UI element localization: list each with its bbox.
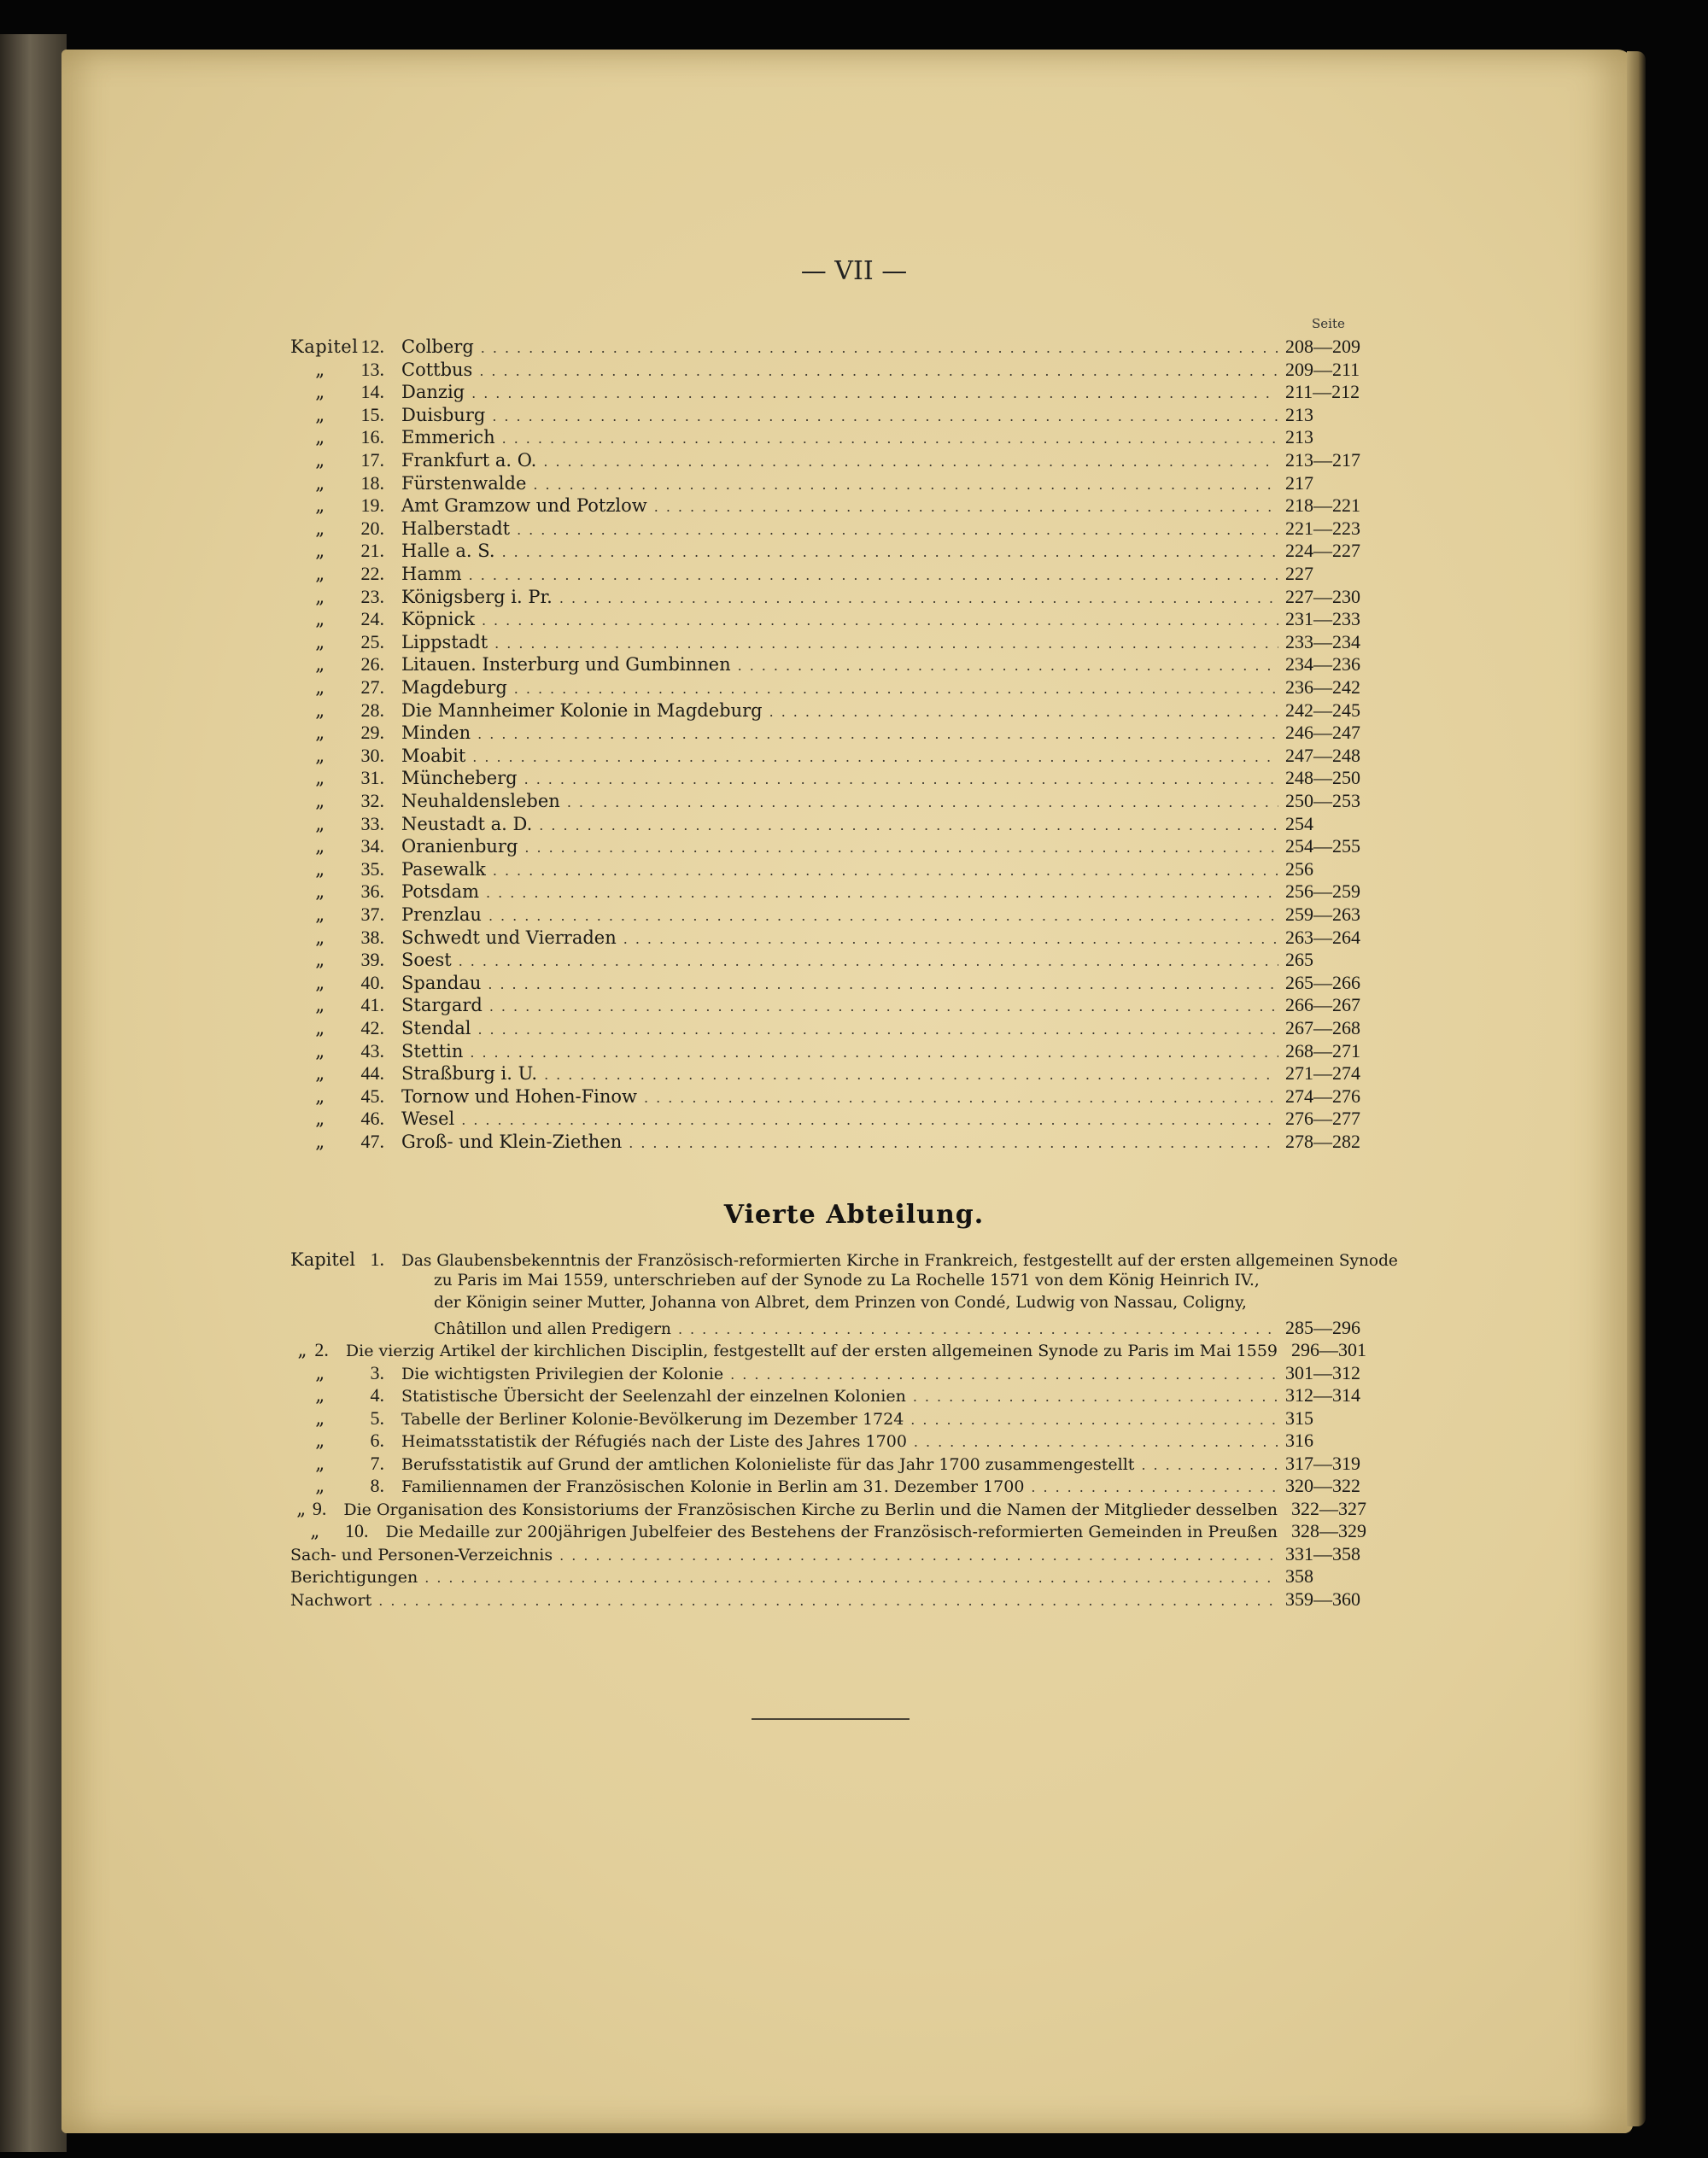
chapter-label: „ <box>315 972 325 993</box>
chapter-title: Die wichtigsten Privilegien der Kolonie <box>401 1364 724 1383</box>
chapter-title: Emmerich <box>401 427 495 448</box>
closing-rule <box>752 1718 910 1720</box>
chapter-label: „ <box>315 722 325 744</box>
chapter-title: Neuhaldensleben <box>401 791 560 811</box>
toc-entry <box>290 858 1366 880</box>
chapter-label: „ <box>315 881 325 903</box>
part4-heading: Vierte Abteilung. <box>723 1200 985 1230</box>
page-range: 221—223 <box>1285 517 1360 539</box>
dot-leader <box>644 1090 1278 1106</box>
chapter-title-line: Das Glaubensbekenntnis der Französisch-reformierten Kirche in Frankreich, festgestellt auf der ersten allgemeinen Synode <box>401 1252 1398 1270</box>
toc-backmatter-entry <box>290 1588 1366 1611</box>
toc-entry <box>290 835 1366 857</box>
dot-leader <box>517 522 1278 538</box>
toc-entry-multiline <box>290 1249 1398 1271</box>
chapter-label: „ <box>315 359 325 380</box>
chapter-title: Köpnick <box>401 609 475 630</box>
page-range: 209—211 <box>1285 358 1360 380</box>
chapter-label: „ <box>315 768 325 789</box>
toc-entry <box>290 608 1366 630</box>
chapter-title: Berufsstatistik auf Grund der amtlichen Kolonieliste für das Jahr 1700 zusammengestellt <box>401 1454 1135 1474</box>
chapter-label: „ <box>315 1018 325 1038</box>
dot-leader <box>479 363 1278 379</box>
chapter-number: 14. <box>360 381 384 403</box>
page-range: 213 <box>1285 403 1313 425</box>
dot-leader <box>502 430 1278 447</box>
chapter-number: 7. <box>370 1452 384 1474</box>
toc-entry <box>290 1520 1366 1542</box>
chapter-label: „ <box>315 1040 325 1061</box>
page-range: 247—248 <box>1285 744 1360 766</box>
chapter-number: 20. <box>360 517 384 539</box>
chapter-label: „ <box>315 586 325 607</box>
chapter-title: Stettin <box>401 1040 464 1061</box>
page-range: 208—209 <box>1285 336 1360 357</box>
chapter-label: „ <box>297 1340 307 1360</box>
page-range: 278—282 <box>1285 1131 1360 1152</box>
dot-leader <box>524 771 1278 787</box>
chapter-label: „ <box>315 654 325 675</box>
chapter-title: Die vierzig Artikel der kirchlichen Disciplin, festgestellt auf der ersten allgemeinen Synode zu Paris im Mai 1559 <box>345 1342 1278 1360</box>
chapter-title: Neustadt a. D. <box>401 813 533 834</box>
toc-entry <box>290 767 1366 789</box>
page-range: 312—314 <box>1285 1384 1360 1406</box>
page-range: 233—234 <box>1285 630 1360 652</box>
chapter-label: Kapitel <box>290 336 359 357</box>
dot-leader <box>486 885 1278 901</box>
dot-leader <box>533 477 1278 493</box>
toc-entry <box>290 1131 1366 1153</box>
chapter-title: Straßburg i. U. <box>401 1063 538 1085</box>
chapter-title: Amt Gramzow und Potzlow <box>401 495 647 517</box>
toc-entry <box>290 472 1366 494</box>
page-range: 316 <box>1285 1430 1313 1451</box>
chapter-label: „ <box>315 813 325 834</box>
chapter-title: Stargard <box>401 995 483 1016</box>
chapter-number: 33. <box>360 812 384 834</box>
toc-entry <box>290 813 1366 835</box>
dot-leader <box>477 1021 1278 1038</box>
toc-entry <box>290 494 1366 517</box>
toc-entry <box>290 1475 1366 1497</box>
dot-leader <box>543 453 1278 470</box>
chapter-number: 27. <box>360 676 384 698</box>
toc-entry <box>290 1085 1366 1108</box>
page-range: 322—327 <box>1291 1497 1366 1519</box>
toc-entry <box>290 653 1366 675</box>
toc-entry <box>290 949 1366 971</box>
dot-leader <box>654 499 1278 515</box>
dot-leader <box>493 863 1278 879</box>
chapter-number: 21. <box>360 540 384 562</box>
toc-entry <box>290 1017 1366 1039</box>
page-range: 266—267 <box>1285 994 1360 1016</box>
toc-entry <box>290 1453 1366 1475</box>
dot-leader <box>477 726 1278 742</box>
toc-entry <box>290 586 1366 608</box>
page-range: 301—312 <box>1285 1361 1360 1383</box>
page-number: — VII — <box>800 256 908 286</box>
chapter-title-line: der Königin seiner Mutter, Johanna von Albret, dem Prinzen von Condé, Ludwig von Nassau, Coligny, <box>434 1294 1247 1312</box>
chapter-number: 39. <box>360 949 384 971</box>
chapter-title: Potsdam <box>401 881 480 903</box>
dot-leader <box>482 612 1278 629</box>
chapter-label: „ <box>315 1430 325 1451</box>
page-range: 227 <box>1285 563 1313 584</box>
toc-entry <box>290 1384 1366 1407</box>
page-range: 259—263 <box>1285 904 1360 925</box>
page-range: 265—266 <box>1285 971 1360 993</box>
chapter-number: 17. <box>360 449 384 471</box>
page-range: 213 <box>1285 426 1313 448</box>
chapter-label: „ <box>315 927 325 948</box>
toc-entry <box>290 1040 1366 1062</box>
chapter-title: Moabit <box>401 745 466 766</box>
page-range: 236—242 <box>1285 676 1360 698</box>
chapter-label: Kapitel <box>290 1249 355 1270</box>
toc-entry <box>290 336 1366 358</box>
chapter-title: Tabelle der Berliner Kolonie-Bevölkerung im Dezember 1724 <box>401 1409 904 1429</box>
chapter-label: „ <box>315 950 325 971</box>
chapter-title: Die Mannheimer Kolonie in Magdeburg <box>401 699 763 721</box>
chapter-number: 10. <box>344 1520 369 1541</box>
page-range: 328—329 <box>1291 1520 1366 1541</box>
chapter-title: Soest <box>401 950 452 971</box>
toc-entry <box>290 449 1366 471</box>
chapter-label: „ <box>315 404 325 425</box>
toc-entry <box>290 699 1366 722</box>
chapter-label: „ <box>315 450 325 471</box>
toc-entry <box>290 880 1366 903</box>
chapter-number: 16. <box>360 426 384 448</box>
chapter-number: 37. <box>360 904 384 925</box>
chapter-title: Nachwort <box>290 1590 372 1610</box>
seite-column-header: Seite <box>1312 316 1345 331</box>
dot-leader <box>559 1547 1278 1564</box>
chapter-number: 30. <box>360 744 384 766</box>
chapter-label: „ <box>315 609 325 630</box>
chapter-title: Wesel <box>401 1108 455 1130</box>
page-range: 331—358 <box>1285 1542 1360 1564</box>
chapter-label: „ <box>315 564 325 584</box>
page-range: 231—233 <box>1285 608 1360 630</box>
chapter-label: „ <box>315 995 325 1016</box>
toc-entry-lastline <box>434 1317 1366 1339</box>
chapter-number: 41. <box>360 994 384 1016</box>
chapter-title: Statistische Übersicht der Seelenzahl der einzelnen Kolonien <box>401 1387 906 1406</box>
chapter-number: 26. <box>360 653 384 675</box>
toc-entry <box>290 927 1366 949</box>
chapter-title: Halle a. S. <box>401 541 495 562</box>
page-range: 320—322 <box>1285 1475 1360 1496</box>
page-range: 217 <box>1285 471 1313 494</box>
dot-leader <box>488 908 1278 924</box>
page-range: 254 <box>1285 812 1313 834</box>
chapter-label: „ <box>315 1453 325 1474</box>
dot-leader <box>424 1570 1278 1586</box>
chapter-number: 24. <box>360 608 384 630</box>
book-spine <box>0 34 67 2152</box>
page-range: 358 <box>1285 1565 1313 1587</box>
chapter-title: Hamm <box>401 564 462 584</box>
toc-backmatter-entry <box>290 1565 1366 1588</box>
chapter-label: „ <box>315 1108 325 1130</box>
chapter-number: 8. <box>370 1475 384 1496</box>
page-range: 246—247 <box>1285 722 1360 744</box>
page-range: 224—227 <box>1285 540 1360 562</box>
page-range: 256 <box>1285 857 1313 880</box>
dot-leader <box>459 953 1278 969</box>
dot-leader <box>524 839 1278 856</box>
page-range: 315 <box>1285 1407 1313 1429</box>
toc-entry <box>290 1498 1366 1520</box>
chapter-number: 47. <box>360 1131 384 1152</box>
toc-entry <box>290 676 1366 699</box>
chapter-number: 25. <box>360 630 384 652</box>
chapter-title: Tornow und Hohen-Finow <box>401 1085 638 1107</box>
dot-leader <box>472 749 1278 765</box>
chapter-label: „ <box>315 904 325 925</box>
chapter-label: „ <box>315 791 325 811</box>
toc-entry <box>290 426 1366 448</box>
chapter-number: 23. <box>360 585 384 607</box>
chapter-title: Die Organisation des Konsistoriums der Französischen Kirche zu Berlin und die Namen der Mitglieder desselben <box>343 1500 1278 1519</box>
page-range: 211—212 <box>1285 381 1360 403</box>
dot-leader <box>678 1321 1278 1337</box>
chapter-label: „ <box>315 1063 325 1085</box>
chapter-number: 22. <box>360 563 384 584</box>
toc-entry <box>290 972 1366 994</box>
chapter-number: 38. <box>360 926 384 948</box>
toc-entry <box>290 904 1366 926</box>
page-range: 271—274 <box>1285 1062 1360 1085</box>
page-range: 250—253 <box>1285 790 1360 811</box>
page-range: 242—245 <box>1285 699 1360 721</box>
chapter-number: 34. <box>360 835 384 857</box>
toc-entry <box>290 540 1366 562</box>
chapter-number: 42. <box>360 1017 384 1038</box>
dot-leader <box>469 567 1278 583</box>
chapter-label: „ <box>315 858 325 880</box>
chapter-label: „ <box>310 1521 320 1541</box>
chapter-label: „ <box>315 745 325 766</box>
page-range: 227—230 <box>1285 585 1360 607</box>
chapter-number: 32. <box>360 790 384 811</box>
dot-leader <box>629 1135 1278 1151</box>
dot-leader <box>1141 1457 1278 1473</box>
dot-leader <box>470 1044 1278 1061</box>
page-range: 254—255 <box>1285 835 1360 857</box>
chapter-label: „ <box>315 1385 325 1406</box>
chapter-number: 6. <box>370 1430 384 1451</box>
dot-leader <box>539 817 1278 833</box>
chapter-title: Schwedt und Vierraden <box>401 927 617 948</box>
chapter-title: Colberg <box>401 336 474 357</box>
dot-leader <box>489 998 1278 1015</box>
toc-entry <box>290 563 1366 585</box>
chapter-number: 29. <box>360 722 384 744</box>
chapter-title: Oranienburg <box>401 836 518 857</box>
page-range: 234—236 <box>1285 653 1360 675</box>
toc-entry <box>290 1362 1366 1384</box>
page-range: 276—277 <box>1285 1108 1360 1130</box>
dot-leader <box>730 1366 1278 1383</box>
chapter-label: „ <box>315 1362 325 1383</box>
page-range: 218—221 <box>1285 494 1360 517</box>
chapter-number: 31. <box>360 767 384 789</box>
dot-leader <box>514 681 1278 697</box>
toc-entry <box>290 1339 1366 1361</box>
chapter-label: „ <box>315 472 325 494</box>
chapter-number: 1. <box>370 1249 384 1270</box>
chapter-title: Familiennamen der Französischen Kolonie in Berlin am 31. Dezember 1700 <box>401 1477 1025 1496</box>
page-range: 248—250 <box>1285 767 1360 789</box>
chapter-number: 2. <box>314 1339 329 1360</box>
toc-entry <box>290 518 1366 540</box>
dot-leader <box>461 1112 1278 1128</box>
page-range: 267—268 <box>1285 1017 1360 1038</box>
chapter-title: Halberstadt <box>401 518 511 539</box>
chapter-number: 12. <box>360 336 384 357</box>
chapter-title: Prenzlau <box>401 904 482 925</box>
page-range: 274—276 <box>1285 1085 1360 1107</box>
page-range: 265 <box>1285 949 1313 971</box>
chapter-title-line: zu Paris im Mai 1559, unterschrieben auf der Synode zu La Rochelle 1571 von dem König Heinrich IV., <box>434 1271 1260 1290</box>
chapter-number: 36. <box>360 880 384 903</box>
chapter-title: Danzig <box>401 382 465 403</box>
chapter-label: „ <box>296 1498 307 1519</box>
dot-leader <box>567 794 1278 810</box>
toc-backmatter-entry <box>290 1543 1366 1565</box>
page-range: 285—296 <box>1285 1316 1360 1338</box>
chapter-label: „ <box>315 1132 325 1152</box>
dot-leader <box>544 1067 1278 1083</box>
chapter-title: Sach- und Personen-Verzeichnis <box>290 1545 553 1564</box>
chapter-number: 45. <box>360 1085 384 1107</box>
chapter-number: 46. <box>360 1108 384 1130</box>
dot-leader <box>471 385 1278 401</box>
chapter-number: 40. <box>360 971 384 993</box>
dot-leader <box>913 1389 1278 1405</box>
chapter-number: 4. <box>370 1384 384 1406</box>
chapter-title: Stendal <box>401 1018 471 1038</box>
page-range: 256—259 <box>1285 880 1360 903</box>
chapter-label: „ <box>315 1407 325 1429</box>
chapter-number: 28. <box>360 699 384 721</box>
toc-entry <box>290 722 1366 744</box>
chapter-title: Groß- und Klein-Ziethen <box>401 1132 623 1152</box>
chapter-label: „ <box>315 427 325 448</box>
dot-leader <box>378 1593 1278 1609</box>
chapter-label: „ <box>315 631 325 652</box>
dot-leader <box>1031 1479 1278 1495</box>
chapter-label: „ <box>315 382 325 403</box>
chapter-label: „ <box>315 1476 325 1496</box>
page-range: 359—360 <box>1285 1588 1360 1610</box>
chapter-title: Müncheberg <box>401 768 518 789</box>
chapter-label: „ <box>315 495 325 517</box>
chapter-number: 35. <box>360 857 384 880</box>
chapter-title: Cottbus <box>401 359 473 380</box>
toc-entry <box>290 359 1366 381</box>
chapter-title: Königsberg i. Pr. <box>401 586 553 607</box>
chapter-label: „ <box>315 699 325 721</box>
dot-leader <box>769 704 1278 720</box>
chapter-title: Pasewalk <box>401 858 486 880</box>
chapter-number: 3. <box>370 1361 384 1383</box>
toc-entry <box>290 1108 1366 1130</box>
toc-entry <box>290 631 1366 653</box>
toc-entry <box>290 1062 1366 1085</box>
chapter-number: 5. <box>370 1407 384 1429</box>
chapter-label: „ <box>315 836 325 857</box>
chapter-title: Lippstadt <box>401 631 488 652</box>
dot-leader <box>481 340 1278 356</box>
page-range: 317—319 <box>1285 1452 1360 1474</box>
chapter-number: 44. <box>360 1062 384 1085</box>
chapter-title: Litauen. Insterburg und Gumbinnen <box>401 654 731 675</box>
chapter-label: „ <box>315 677 325 698</box>
chapter-title: Heimatsstatistik der Réfugiés nach der Liste des Jahres 1700 <box>401 1432 907 1451</box>
chapter-number: 9. <box>312 1497 327 1519</box>
chapter-title: Spandau <box>401 972 482 993</box>
dot-leader <box>492 408 1278 424</box>
chapter-number: 43. <box>360 1039 384 1061</box>
toc-entry <box>290 404 1366 426</box>
toc-entry <box>290 790 1366 812</box>
page-range: 263—264 <box>1285 926 1360 948</box>
dot-leader <box>910 1412 1278 1428</box>
chapter-label: „ <box>315 1085 325 1107</box>
page-range: 296—301 <box>1291 1339 1366 1360</box>
toc-entry <box>290 1430 1366 1452</box>
dot-leader <box>914 1434 1278 1450</box>
page-range: 213—217 <box>1285 449 1360 471</box>
dot-leader <box>494 635 1278 652</box>
dot-leader <box>502 544 1278 560</box>
chapter-title: Die Medaille zur 200jährigen Jubelfeier des Bestehens der Französisch-reformierten Gemeinden in Preußen <box>385 1523 1278 1541</box>
chapter-number: 13. <box>360 358 384 380</box>
chapter-title: Minden <box>401 722 471 744</box>
dot-leader <box>738 658 1278 674</box>
dot-leader <box>623 931 1278 947</box>
chapter-title: Duisburg <box>401 404 486 425</box>
page-range: 268—271 <box>1285 1039 1360 1061</box>
chapter-label: „ <box>315 518 325 539</box>
toc-entry <box>290 994 1366 1016</box>
page-fore-edge <box>1627 51 1646 2126</box>
chapter-title: Magdeburg <box>401 677 507 698</box>
chapter-title: Fürstenwalde <box>401 472 527 494</box>
chapter-title-line: Châtillon und allen Predigern <box>434 1319 671 1338</box>
chapter-title: Berichtigungen <box>290 1568 418 1587</box>
chapter-number: 18. <box>360 471 384 494</box>
toc-entry <box>290 745 1366 767</box>
chapter-number: 19. <box>360 494 384 517</box>
dot-leader <box>488 976 1278 992</box>
chapter-label: „ <box>315 541 325 562</box>
chapter-title: Frankfurt a. O. <box>401 450 537 471</box>
chapter-number: 15. <box>360 403 384 425</box>
toc-entry <box>290 1407 1366 1430</box>
toc-entry <box>290 381 1366 403</box>
dot-leader <box>559 590 1278 606</box>
